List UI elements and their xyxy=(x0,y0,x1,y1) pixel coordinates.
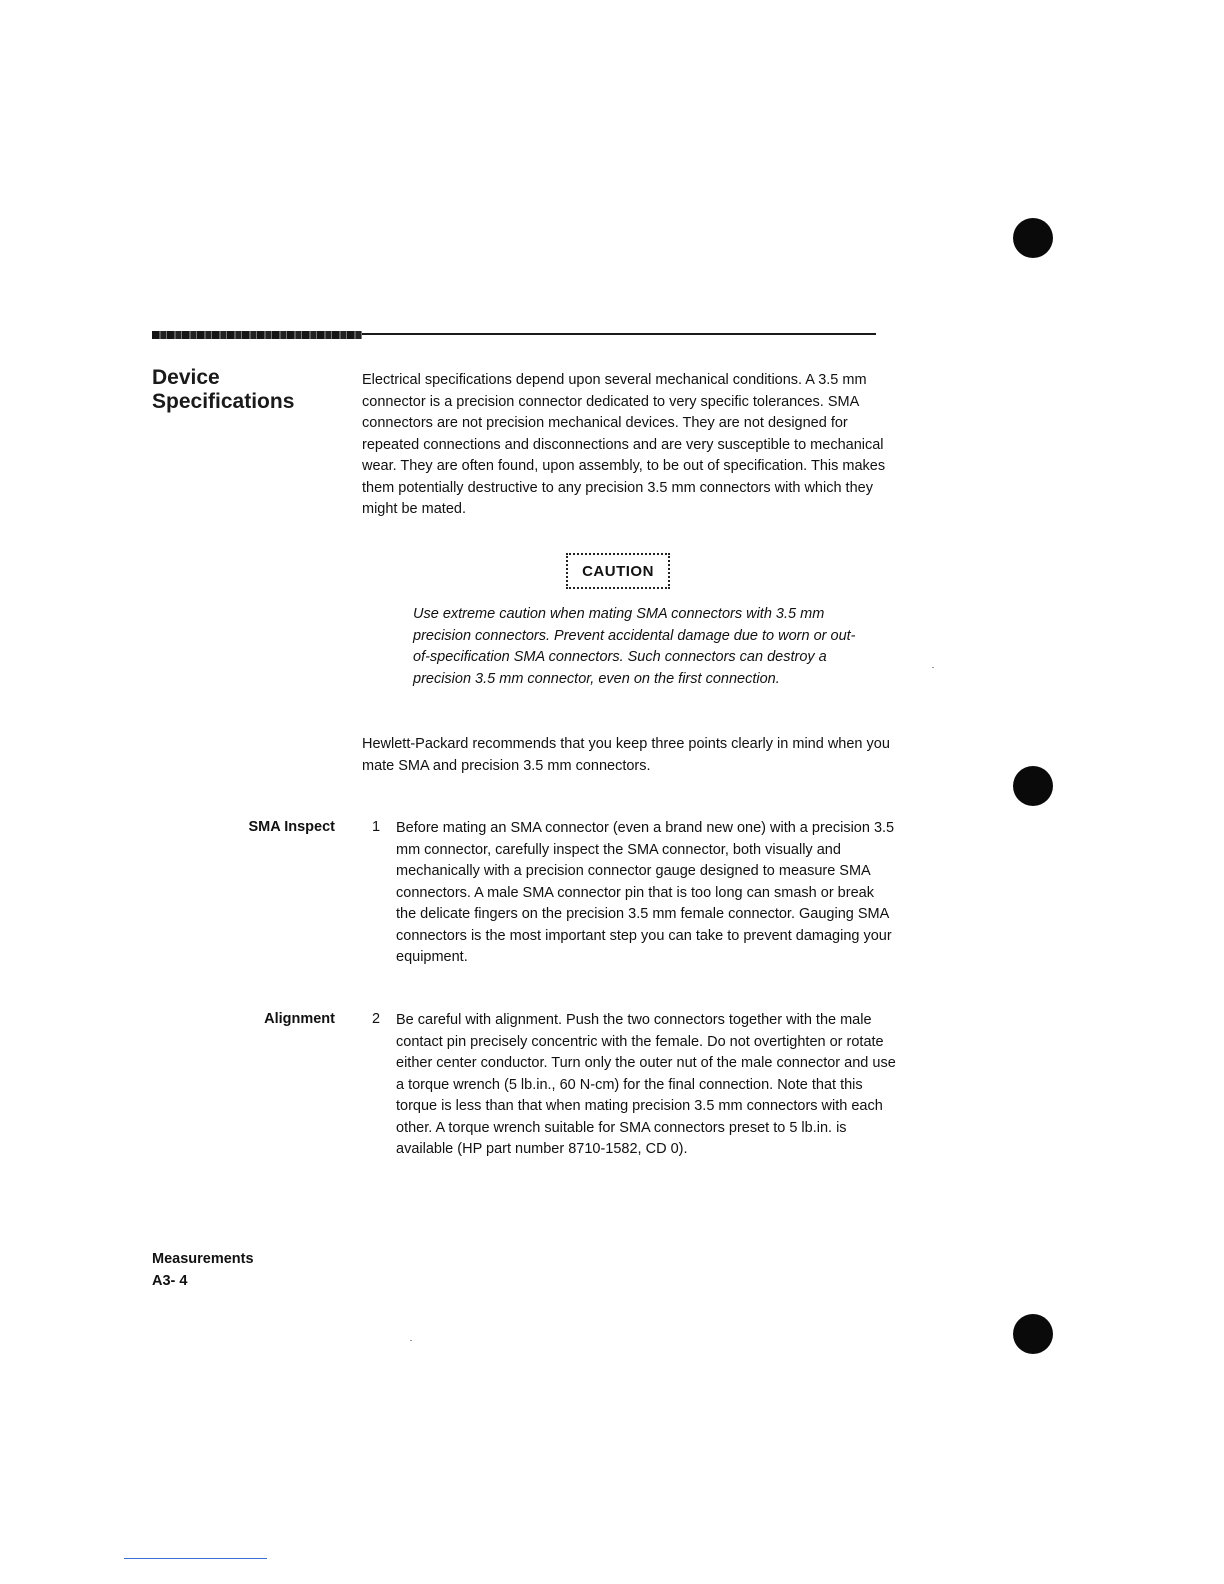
section-title-line-1: Device xyxy=(152,366,220,389)
section-title-line-2: Specifications xyxy=(152,390,295,413)
scan-speck xyxy=(932,667,934,668)
recommendation-paragraph: Hewlett-Packard recommends that you keep three points clearly in mind when you mate SMA and precision 3.5 mm connectors. xyxy=(362,736,890,774)
step-label-sma-inspect: SMA Inspect xyxy=(248,819,335,835)
binder-hole-icon xyxy=(1013,1314,1053,1354)
footer-page-number: A3- 4 xyxy=(152,1273,188,1289)
section-rule-line xyxy=(362,333,876,335)
caution-text: Use extreme caution when mating SMA connectors with 3.5 mm precision connectors. Prevent accidental damage due to worn or out-of-specification SMA connectors. Such connectors can destroy a precision 3.5 mm connector, even on the first connection. xyxy=(413,606,856,687)
scan-edge-line xyxy=(124,1558,267,1559)
step-text-alignment: Be careful with alignment. Push the two connectors together with the male contact pin precisely concentric with the female. Do not overtighten or rotate either center conductor. Turn only the outer nut of the male connector and use a torque wrench (5 lb.in., 60 N-cm) for the final connection. Note that this torque is less than that when mating precision 3.5 mm connectors with each other. A torque wrench suitable for SMA connectors preset to 5 lb.in. is available (HP part number 8710-1582, CD 0). xyxy=(396,1012,896,1157)
step-label-alignment: Alignment xyxy=(264,1011,335,1027)
binder-hole-icon xyxy=(1013,766,1053,806)
caution-label: CAUTION xyxy=(566,553,670,589)
step-text-sma-inspect: Before mating an SMA connector (even a brand new one) with a precision 3.5 mm connector, carefully inspect the SMA connector, both visually and mechanically with a precision connector gauge designed to measure SMA connectors. A male SMA connector pin that is too long can smash or break the delicate fingers on the precision 3.5 mm female connector. Gauging SMA connectors is the most important step you can take to prevent damaging your equipment. xyxy=(396,820,895,965)
binder-hole-icon xyxy=(1013,218,1053,258)
intro-paragraph: Electrical specifications depend upon several mechanical conditions. A 3.5 mm connector is a precision connector dedicated to very specific tolerances. SMA connectors are not precision mechanical devices. They are not designed for repeated connections and disconnections and are very susceptible to mechanical wear. They are often found, upon assembly, to be out of specification. This makes them potentially destructive to any precision 3.5 mm connectors with which they might be mated. xyxy=(362,372,886,517)
scan-speck xyxy=(410,1340,412,1341)
page-footer xyxy=(152,1248,254,1292)
section-rule-bar xyxy=(152,331,362,339)
step-number-2: 2 xyxy=(372,1011,381,1027)
section-title xyxy=(152,366,294,414)
footer-section: Measurements xyxy=(152,1251,254,1267)
step-number-1: 1 xyxy=(372,819,381,835)
section-rule xyxy=(152,330,876,340)
